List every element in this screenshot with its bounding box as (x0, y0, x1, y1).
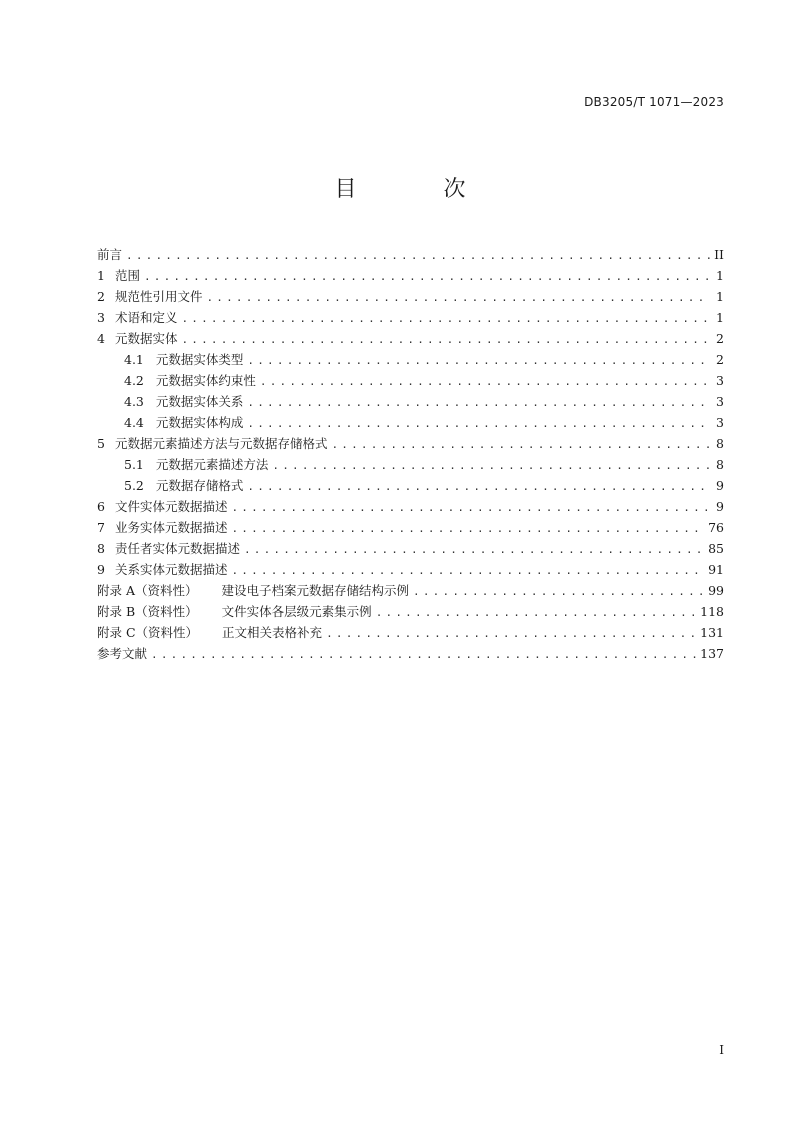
toc-leader-dots (272, 459, 710, 472)
toc-entry-page: 1 (716, 268, 724, 283)
toc-entry-title: 元数据存储格式 (155, 478, 244, 493)
toc-entry-title: 业务实体元数据描述 (114, 520, 228, 535)
toc-entry[interactable] (97, 308, 724, 329)
toc-entry-page: 2 (716, 352, 724, 367)
toc-leader-dots (247, 354, 710, 367)
toc-entry-page: 3 (716, 394, 724, 409)
toc-leader-dots (331, 438, 710, 451)
toc-entry[interactable] (97, 602, 724, 623)
toc-entry-page: 91 (708, 562, 724, 577)
toc-entry-page: 131 (700, 625, 724, 640)
toc-entry-title: 元数据实体约束性 (155, 373, 256, 388)
toc-entry[interactable] (97, 413, 724, 434)
toc-entry-number: 3 (97, 310, 105, 325)
toc-entry-number: 附录 B（资料性） (97, 604, 198, 619)
toc-leader-dots (126, 249, 710, 262)
toc-entry-title: 术语和定义 (114, 310, 178, 325)
toc-entry-page: 8 (716, 436, 724, 451)
toc-entry-number: 5 (97, 436, 105, 451)
toc-entry-page: 1 (716, 310, 724, 325)
toc-entry-number: 4.4 (124, 415, 144, 430)
toc-entry-title: 责任者实体元数据描述 (114, 541, 240, 556)
toc-entry[interactable] (97, 350, 724, 371)
toc-leader-dots (231, 522, 704, 535)
toc-entry[interactable] (97, 560, 724, 581)
toc-entry-number: 4.1 (124, 352, 144, 367)
toc-leader-dots (181, 333, 710, 346)
toc-entry-page: 118 (700, 604, 724, 619)
toc-leader-dots (247, 396, 710, 409)
toc-entry-number: 5.2 (124, 478, 144, 493)
toc-entry[interactable] (97, 644, 724, 665)
toc-leader-dots (376, 606, 696, 619)
toc-entry-page: II (714, 247, 724, 262)
table-of-contents (97, 245, 724, 665)
toc-leader-dots (144, 270, 710, 283)
toc-entry-page: 8 (716, 457, 724, 472)
toc-entry[interactable] (97, 497, 724, 518)
toc-leader-dots (231, 564, 704, 577)
toc-entry-number: 4.3 (124, 394, 144, 409)
toc-entry-page: 76 (708, 520, 724, 535)
toc-entry-number: 4.2 (124, 373, 144, 388)
toc-entry-title: 建设电子档案元数据存储结构示例 (221, 583, 410, 598)
toc-leader-dots (247, 480, 710, 493)
toc-leader-dots (244, 543, 704, 556)
toc-leader-dots (247, 417, 710, 430)
toc-leader-dots (231, 501, 710, 514)
toc-title: 目 次 (334, 177, 506, 202)
toc-entry[interactable] (97, 392, 724, 413)
toc-entry[interactable] (97, 623, 724, 644)
toc-entry[interactable] (97, 287, 724, 308)
toc-entry[interactable] (97, 434, 724, 455)
toc-entry-number: 4 (97, 331, 105, 346)
toc-entry[interactable] (97, 266, 724, 287)
toc-entry-page: 3 (716, 415, 724, 430)
page-number: I (719, 1043, 724, 1057)
toc-entry[interactable] (97, 371, 724, 392)
toc-entry-page: 3 (716, 373, 724, 388)
toc-entry-title: 元数据实体类型 (155, 352, 244, 367)
toc-entry-number: 7 (97, 520, 105, 535)
toc-entry-number: 1 (97, 268, 105, 283)
toc-entry-number: 5.1 (124, 457, 144, 472)
toc-entry-title: 元数据元素描述方法与元数据存储格式 (114, 436, 328, 451)
toc-entry-title: 参考文献 (97, 646, 148, 661)
toc-entry-number: 8 (97, 541, 105, 556)
toc-leader-dots (413, 585, 704, 598)
toc-leader-dots (181, 312, 710, 325)
toc-leader-dots (151, 648, 696, 661)
toc-entry-page: 1 (716, 289, 724, 304)
toc-entry-page: 2 (716, 331, 724, 346)
document-code: DB3205/T 1071—2023 (584, 95, 724, 109)
toc-leader-dots (206, 291, 710, 304)
toc-entry-title: 关系实体元数据描述 (114, 562, 228, 577)
toc-entry-number: 6 (97, 499, 105, 514)
toc-entry[interactable] (97, 329, 724, 350)
toc-entry-number: 附录 A（资料性） (97, 583, 198, 598)
toc-entry-title: 正文相关表格补充 (222, 625, 323, 640)
toc-entry-number: 2 (97, 289, 105, 304)
toc-entry[interactable] (97, 539, 724, 560)
toc-entry-title: 元数据实体关系 (155, 394, 244, 409)
toc-entry-page: 9 (716, 478, 724, 493)
toc-entry-page: 137 (700, 646, 724, 661)
toc-entry-title: 范围 (114, 268, 140, 283)
toc-entry[interactable] (97, 518, 724, 539)
toc-entry-page: 85 (708, 541, 724, 556)
toc-entry[interactable] (97, 455, 724, 476)
toc-entry-number: 9 (97, 562, 105, 577)
toc-entry-number: 附录 C（资料性） (97, 625, 199, 640)
toc-entry-title: 元数据实体 (114, 331, 178, 346)
toc-leader-dots (260, 375, 710, 388)
toc-entry-page: 9 (716, 499, 724, 514)
toc-entry-page: 99 (708, 583, 724, 598)
toc-entry-title: 规范性引用文件 (114, 289, 203, 304)
toc-entry[interactable] (97, 476, 724, 497)
toc-entry[interactable] (97, 245, 724, 266)
toc-entry-title: 前言 (97, 247, 123, 262)
toc-entry-title: 元数据元素描述方法 (155, 457, 269, 472)
toc-entry[interactable] (97, 581, 724, 602)
toc-entry-title: 文件实体元数据描述 (114, 499, 228, 514)
toc-leader-dots (326, 627, 696, 640)
toc-entry-title: 元数据实体构成 (155, 415, 244, 430)
toc-entry-title: 文件实体各层级元素集示例 (221, 604, 372, 619)
